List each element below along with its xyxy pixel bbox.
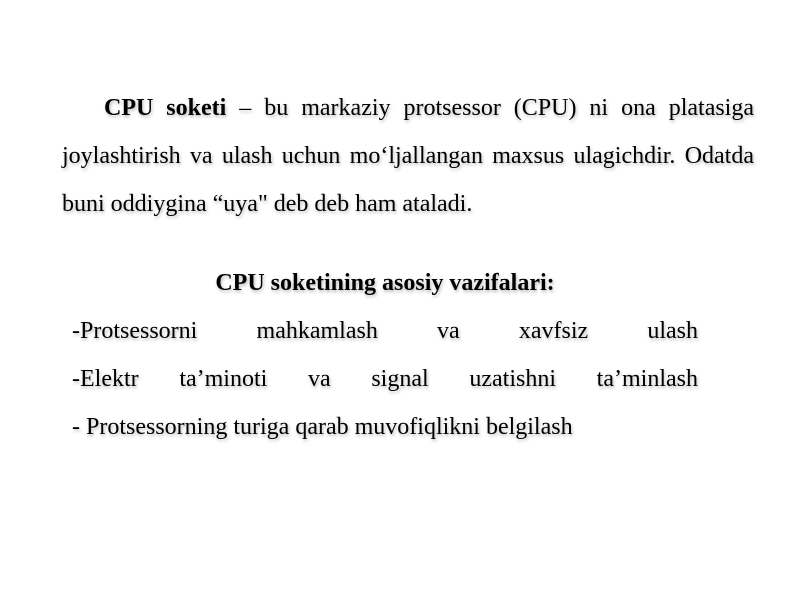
term-bold: CPU soketi bbox=[104, 95, 227, 121]
term-definition: – bu markaziy protsessor (CPU) ni ona platasiga joylashtirish va ulash uchun mo‘ljallangan maxsus ulagichdir. Odatda buni oddiygina “uya" deb deb ham ataladi. bbox=[62, 95, 755, 217]
list-item: -Protsessorni mahkamlash va xavfsiz ulash bbox=[72, 318, 698, 344]
intro-paragraph bbox=[62, 84, 754, 228]
list-item: -Elektr ta’minoti va signal uzatishni ta’minlash bbox=[72, 366, 698, 392]
function-list bbox=[72, 307, 698, 451]
list-item: - Protsessorning turiga qarab muvofiqlikni belgilash bbox=[72, 414, 573, 440]
section-heading: CPU soketining asosiy vazifalari: bbox=[215, 270, 555, 296]
